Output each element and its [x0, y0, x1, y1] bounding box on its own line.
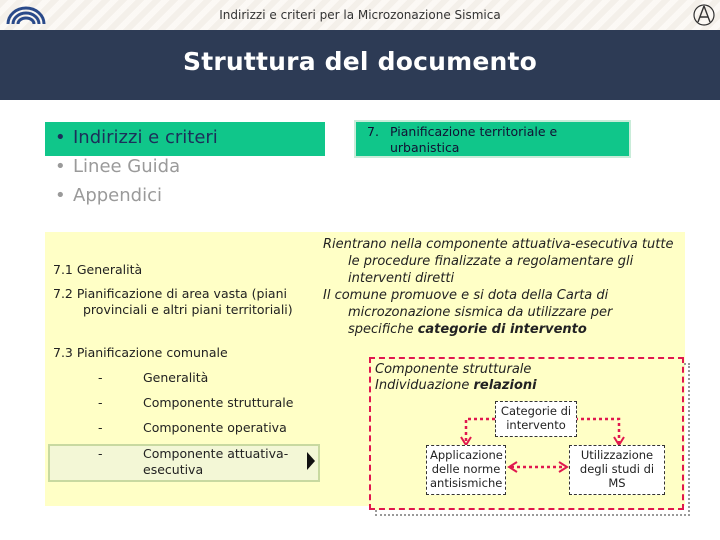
section-7-3[interactable]: 7.3 Pianificazione comunale: [53, 345, 228, 360]
subsection-operativa[interactable]: [53, 420, 287, 435]
menu-item-linee-guida[interactable]: [55, 156, 180, 177]
subsection-label: Componente strutturale: [143, 395, 294, 410]
slide-title: Struttura del documento: [182, 47, 538, 76]
subsection-attuativa[interactable]: [53, 446, 313, 478]
diagram-title-line-1: Componente strutturale: [375, 362, 532, 377]
relations-diagram: [369, 357, 684, 510]
menu-item-label: Indirizzi e criteri: [73, 127, 218, 148]
bullet-icon: •: [55, 127, 66, 148]
section-number: 7.: [367, 124, 379, 139]
subsection-generalita[interactable]: [53, 370, 208, 385]
description-text: [323, 236, 685, 338]
description-line-2: [323, 287, 685, 338]
subsection-strutturale[interactable]: [53, 395, 293, 410]
dash: -: [98, 395, 103, 410]
dash: -: [98, 446, 103, 461]
dash: -: [98, 420, 103, 435]
subsection-label: Componente attuativa-esecutiva: [143, 446, 289, 477]
bullet-icon: •: [55, 156, 66, 177]
description-line-2-text: Il comune promuove e si dota della Carta di microzonazione sismica da utilizzare per specifiche: [323, 288, 613, 337]
subsection-label: Generalità: [143, 370, 209, 385]
description-line-1: Rientrano nella componente attuativa-esecutiva tutte le procedure finalizzate a regolamentare gli interventi diretti: [323, 237, 674, 286]
diagram-title-text: Individuazione: [375, 378, 474, 393]
node-categorie-intervento: Categorie di intervento: [495, 401, 577, 437]
bullet-icon: •: [55, 185, 66, 206]
subsection-label: Componente operativa: [143, 420, 287, 435]
dash: -: [98, 370, 103, 385]
pointer-arrow-icon: [307, 452, 315, 470]
section-7-1[interactable]: 7.1 Generalità: [53, 262, 143, 277]
diagram-title-bold: relazioni: [473, 378, 537, 393]
section-7-2[interactable]: 7.2 Pianificazione di area vasta (piani provinciali e altri piani territoriali): [53, 286, 293, 317]
menu-item-label: Appendici: [73, 185, 162, 206]
menu-item-label: Linee Guida: [73, 156, 181, 177]
header-title: Indirizzi e criteri per la Microzonazione Sismica: [219, 8, 501, 22]
menu-item-indirizzi[interactable]: [55, 127, 218, 148]
section-label: Pianificazione territoriale e urbanistica: [390, 124, 558, 155]
node-studi-ms: Utilizzazione degli studi di MS: [569, 445, 665, 495]
menu-item-appendici[interactable]: [55, 185, 162, 206]
description-line-2-bold: categorie di intervento: [417, 322, 587, 337]
node-norme-antisismiche: Applicazione delle norme antisismiche: [426, 445, 506, 495]
